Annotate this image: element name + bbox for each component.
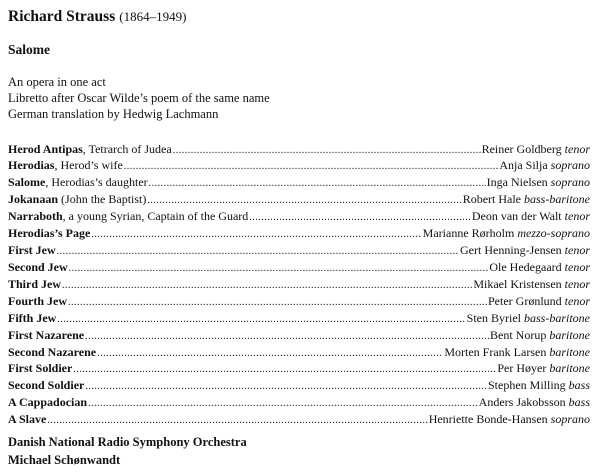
voice-type: soprano xyxy=(550,158,590,173)
voice-type: bass-baritone xyxy=(524,192,590,207)
role-cell xyxy=(8,191,146,208)
voice-type: tenor xyxy=(564,209,590,224)
dot-leader xyxy=(85,379,487,394)
role-name: Third Jew xyxy=(8,276,62,291)
voice-type: baritone xyxy=(549,327,590,342)
performer-name: Deon van der Walt xyxy=(471,209,562,224)
role-name: Herodias xyxy=(8,158,55,173)
conductor-name: Michael Schønwandt xyxy=(8,453,121,467)
role-cell xyxy=(8,242,56,259)
voice-type: bass xyxy=(568,395,590,410)
role-name: Narraboth xyxy=(8,209,63,224)
role-cell xyxy=(8,293,67,310)
description-line: German translation by Hedwig Lachmann xyxy=(8,107,219,121)
dot-leader xyxy=(91,227,421,242)
performer-name: Inga Nielsen xyxy=(486,175,548,190)
performer-name: Sten Byriel xyxy=(466,310,521,325)
performer-cell xyxy=(490,327,590,344)
role-name: Second Soldier xyxy=(8,378,85,393)
dot-leader xyxy=(147,193,461,208)
cast-row xyxy=(8,141,590,158)
composer-name: Richard Strauss xyxy=(8,8,116,25)
role-cell xyxy=(8,394,87,411)
performer-cell xyxy=(444,344,590,361)
performer-name: Anders Jakobsson xyxy=(478,395,566,410)
performer-cell xyxy=(467,310,590,327)
performer-name: Ole Hedegaard xyxy=(489,259,562,274)
description-line: Libretto after Oscar Wilde’s poem of the same name xyxy=(8,91,270,105)
performer-name: Mikael Kristensen xyxy=(473,276,562,291)
dot-leader xyxy=(149,176,486,191)
dot-leader xyxy=(57,312,465,327)
performer-cell xyxy=(479,394,590,411)
role-description: , a young Syrian, Captain of the Guard xyxy=(62,209,249,224)
role-name: Fifth Jew xyxy=(8,310,57,325)
performer-cell xyxy=(423,225,590,242)
cast-row xyxy=(8,360,590,377)
cast-row xyxy=(8,225,590,242)
cast-row xyxy=(8,191,590,208)
composer-heading xyxy=(8,8,186,26)
voice-type: baritone xyxy=(549,361,590,376)
role-name: Salome xyxy=(8,175,46,190)
performer-cell xyxy=(497,360,590,377)
role-cell xyxy=(8,360,72,377)
dot-leader xyxy=(97,346,443,361)
voice-type: mezzo-soprano xyxy=(517,226,590,241)
performer-name: Marianne Rørholm xyxy=(422,226,515,241)
role-cell xyxy=(8,327,84,344)
dot-leader xyxy=(249,210,471,225)
role-cell xyxy=(8,276,61,293)
cast-row xyxy=(8,157,590,174)
role-name: Fourth Jew xyxy=(8,293,67,308)
performer-cell xyxy=(489,259,590,276)
voice-type: tenor xyxy=(564,141,590,156)
role-name: Second Nazarene xyxy=(8,344,97,359)
dot-leader xyxy=(88,396,478,411)
role-description: , Herod’s wife xyxy=(54,158,123,173)
role-cell xyxy=(8,157,123,174)
credits xyxy=(8,433,247,469)
role-name: Herod Antipas xyxy=(8,141,83,156)
cast-row xyxy=(8,394,590,411)
cast-row xyxy=(8,344,590,361)
cast-row xyxy=(8,377,590,394)
role-cell xyxy=(8,225,90,242)
role-cell xyxy=(8,259,68,276)
voice-type: baritone xyxy=(549,344,590,359)
role-cell xyxy=(8,310,56,327)
voice-type: soprano xyxy=(550,412,590,427)
role-name: A Slave xyxy=(8,412,47,427)
dot-leader xyxy=(85,329,489,344)
dot-leader xyxy=(62,278,472,293)
performer-cell xyxy=(429,411,590,428)
cast-row xyxy=(8,276,590,293)
performer-cell xyxy=(488,293,590,310)
performer-name: Peter Grønlund xyxy=(488,293,562,308)
performer-name: Gert Henning-Jensen xyxy=(460,243,562,258)
role-cell xyxy=(8,377,84,394)
role-name: Second Jew xyxy=(8,259,68,274)
voice-type: tenor xyxy=(564,243,590,258)
role-cell xyxy=(8,344,96,361)
dot-leader xyxy=(47,413,427,428)
role-name: Jokanaan xyxy=(8,192,59,207)
performer-name: Stephen Milling xyxy=(487,378,566,393)
cast-row xyxy=(8,208,590,225)
opera-title: Salome xyxy=(8,42,50,57)
performer-cell xyxy=(482,141,590,158)
performer-cell xyxy=(473,276,590,293)
performer-name: Bent Norup xyxy=(490,327,547,342)
performer-cell xyxy=(472,208,590,225)
dot-leader xyxy=(73,362,496,377)
description-line: An opera in one act xyxy=(8,75,106,89)
role-cell xyxy=(8,411,46,428)
performer-cell xyxy=(487,174,590,191)
performer-name: Per Høyer xyxy=(497,361,547,376)
voice-type: tenor xyxy=(564,293,590,308)
performer-cell xyxy=(488,377,590,394)
performer-name: Robert Hale xyxy=(462,192,521,207)
role-name: First Nazarene xyxy=(8,327,85,342)
dot-leader xyxy=(57,244,459,259)
performer-name: Anja Silja xyxy=(499,158,548,173)
composer-dates: (1864–1949) xyxy=(119,9,187,24)
cast-row xyxy=(8,327,590,344)
voice-type: soprano xyxy=(550,175,590,190)
role-description: , Tetrarch of Judea xyxy=(82,141,172,156)
performer-cell xyxy=(463,191,590,208)
role-name: A Cappadocian xyxy=(8,395,88,410)
opera-description xyxy=(8,74,270,122)
dot-leader xyxy=(69,261,489,276)
role-cell xyxy=(8,141,172,158)
performer-cell xyxy=(499,157,590,174)
dot-leader xyxy=(124,159,499,174)
voice-type: tenor xyxy=(564,259,590,274)
voice-type: bass xyxy=(568,378,590,393)
role-description: , Herodias’s daughter xyxy=(45,175,148,190)
role-name: Herodias’s Page xyxy=(8,226,91,241)
orchestra-name: Danish National Radio Symphony Orchestra xyxy=(8,435,247,449)
voice-type: bass-baritone xyxy=(524,310,590,325)
dot-leader xyxy=(68,295,487,310)
performer-name: Henriette Bonde-Hansen xyxy=(428,412,548,427)
role-cell xyxy=(8,208,248,225)
cast-row xyxy=(8,310,590,327)
cast-row xyxy=(8,293,590,310)
cast-list xyxy=(8,141,590,429)
role-cell xyxy=(8,174,148,191)
dot-leader xyxy=(173,143,481,158)
voice-type: tenor xyxy=(564,276,590,291)
cast-row xyxy=(8,259,590,276)
role-name: First Soldier xyxy=(8,361,73,376)
performer-name: Morten Frank Larsen xyxy=(444,344,547,359)
cast-row xyxy=(8,174,590,191)
role-description: (John the Baptist) xyxy=(58,192,147,207)
cast-row xyxy=(8,242,590,259)
cast-row xyxy=(8,411,590,428)
performer-name: Reiner Goldberg xyxy=(481,141,562,156)
role-name: First Jew xyxy=(8,243,56,258)
performer-cell xyxy=(460,242,590,259)
